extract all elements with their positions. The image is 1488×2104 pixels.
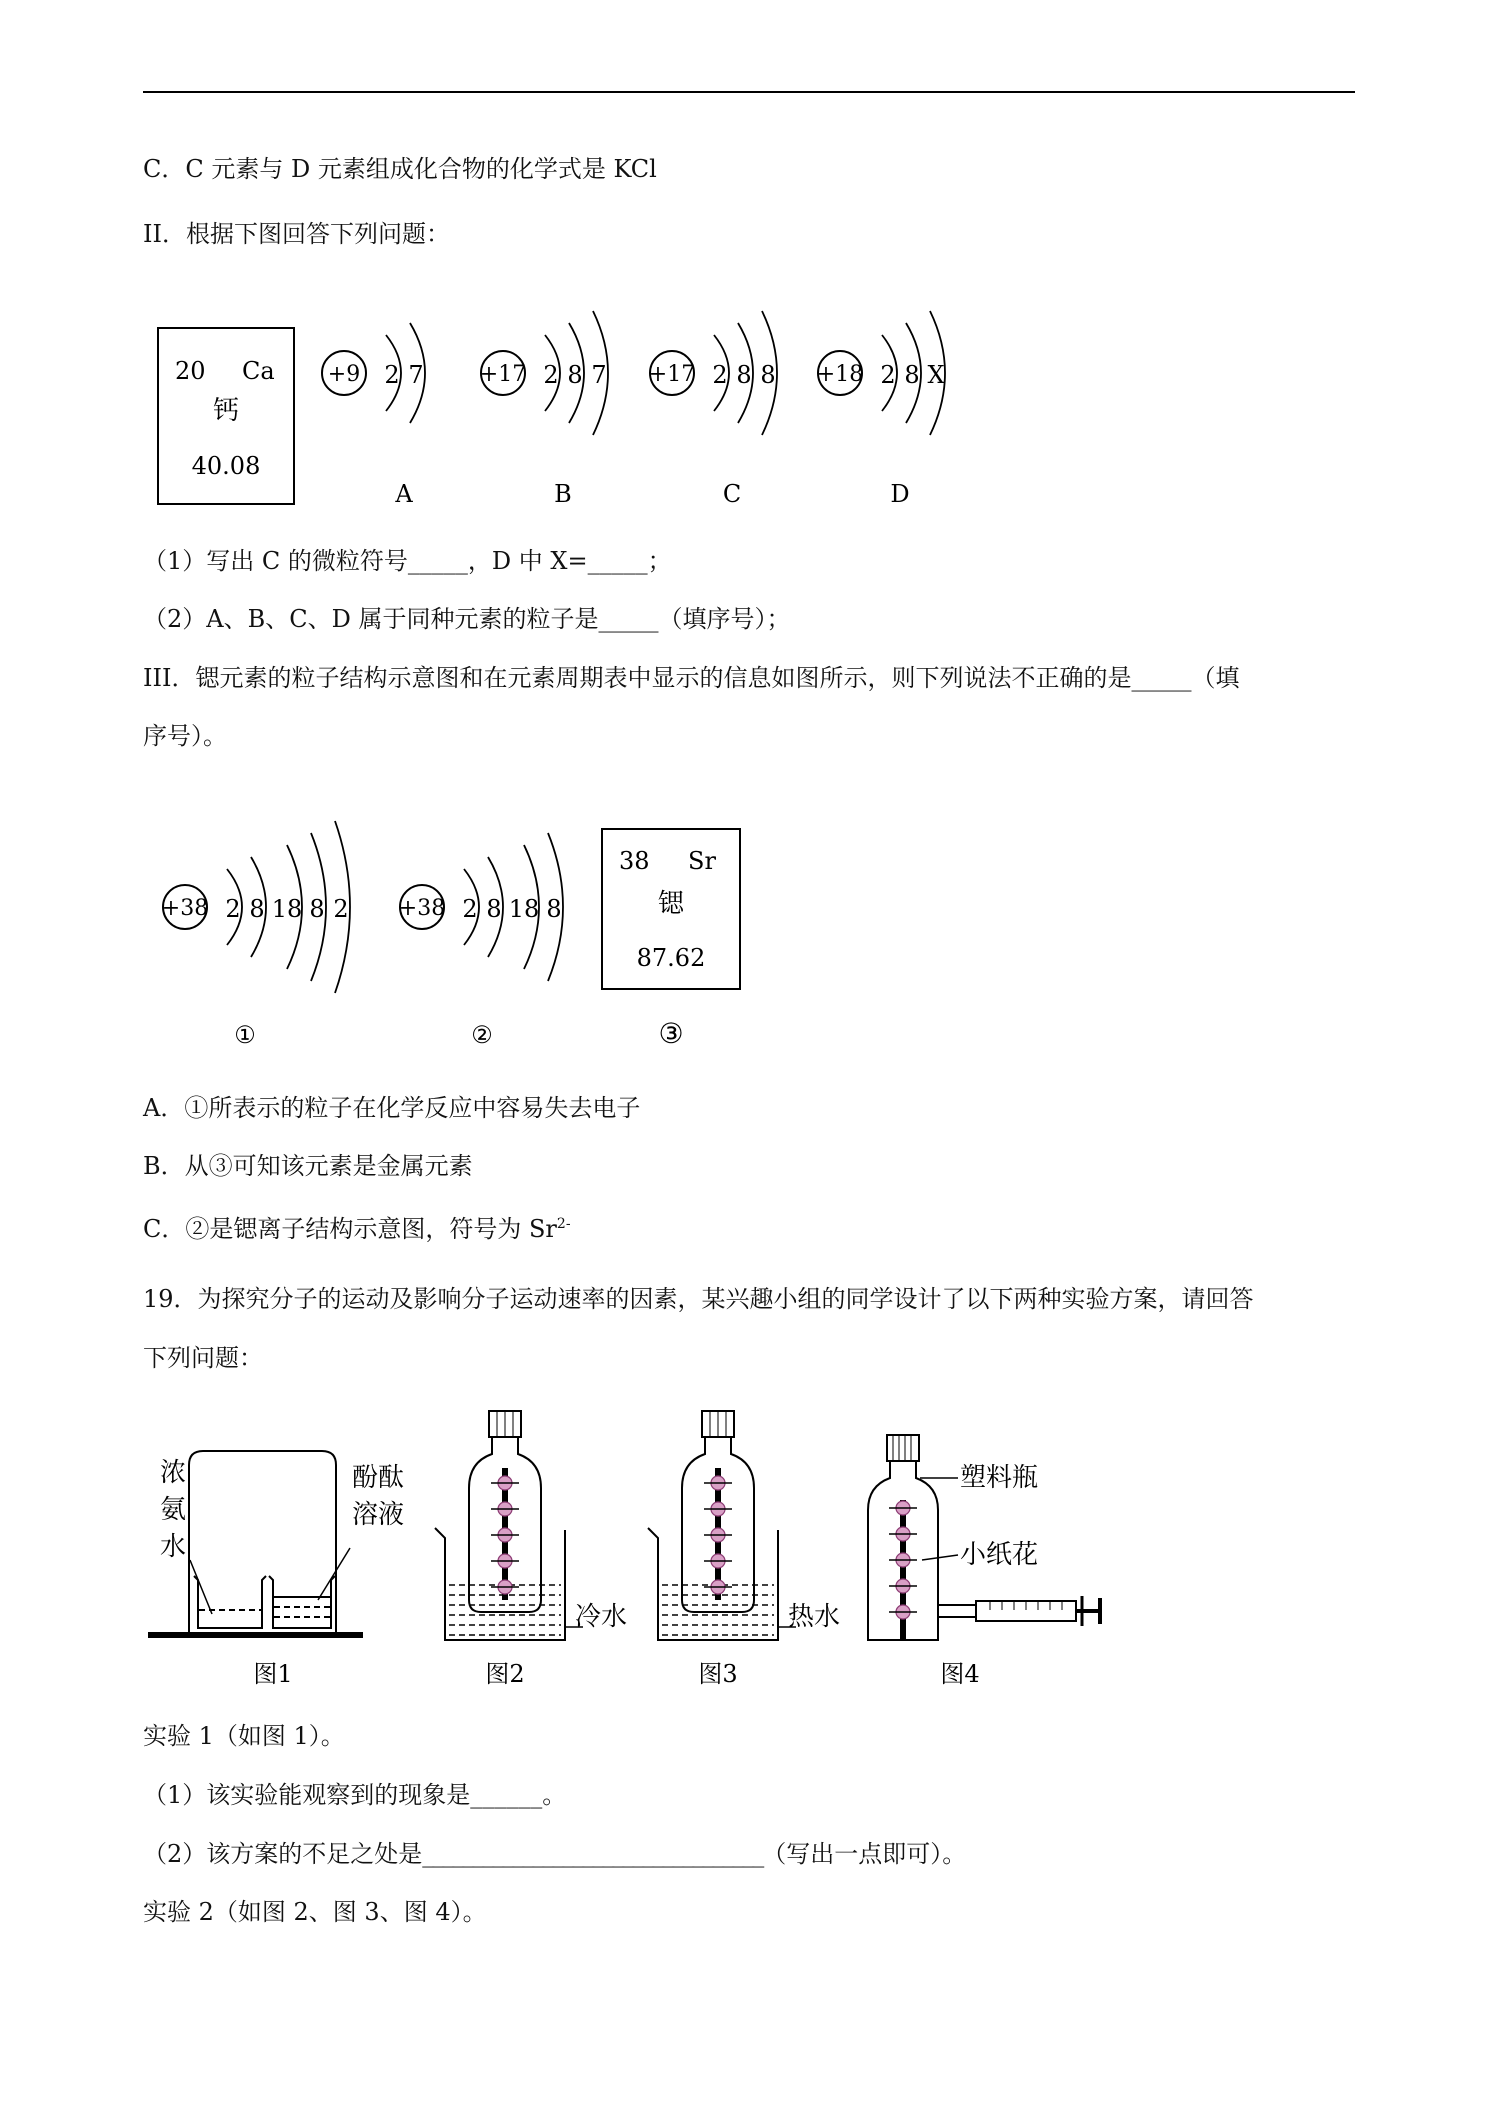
- question-1: （1）写出 C 的微粒符号_____，D 中 X=_____；: [143, 547, 672, 575]
- ammonia-char-2: 氨: [160, 1495, 187, 1525]
- nucleus-charge: +17: [648, 362, 696, 387]
- caption-fig4: 图4: [940, 1660, 980, 1688]
- electron-count: 8: [760, 361, 776, 389]
- nucleus-charge: +9: [327, 362, 361, 387]
- electron-count: 8: [546, 895, 562, 923]
- electron-count: 7: [408, 361, 424, 389]
- ammonia-char-3: 水: [160, 1532, 187, 1562]
- figure-captions: [253, 1660, 979, 1688]
- sr-atomic-number: 38: [619, 847, 650, 875]
- diagram-label: C: [722, 480, 742, 508]
- experiment-2-heading: 实验 2（如图 2、图 3、图 4）。: [143, 1898, 487, 1926]
- fig4-labels: [575, 1463, 1038, 1632]
- electron-count: 8: [567, 361, 583, 389]
- e1q2-blank: __________________________________: [422, 1840, 763, 1868]
- fig1-labels: [160, 1458, 404, 1562]
- option-c-kcl: C．C 元素与 D 元素组成化合物的化学式是 KCl: [143, 155, 657, 183]
- caption-fig3: 图3: [698, 1660, 738, 1688]
- diagram-label: D: [890, 480, 910, 508]
- question-iii-line1: III．锶元素的粒子结构示意图和在元素周期表中显示的信息如图所示，则下列说法不正确的是_____（填: [143, 664, 1240, 692]
- sr-name: 锶: [657, 889, 685, 919]
- nucleus-charge: +17: [479, 362, 527, 387]
- question-19-line1: 19．为探究分子的运动及影响分子运动速率的因素，某兴趣小组的同学设计了以下两种实验方案，请回答: [143, 1285, 1254, 1313]
- e1q2-note: （写出一点即可）。: [762, 1840, 967, 1868]
- diagram-label: ①: [234, 1021, 256, 1049]
- electron-count: 2: [712, 361, 728, 389]
- electron-count: 2: [462, 895, 478, 923]
- electron-count: 18: [271, 895, 303, 923]
- option-c-charge: 2-: [556, 1216, 571, 1232]
- phenolphthalein-label-1: 酚酞: [352, 1463, 405, 1493]
- paper-flower-label: 小纸花: [960, 1540, 1039, 1570]
- e1q2-text: （2）该方案的不足之处是: [143, 1840, 423, 1868]
- question-iii-line2: 序号）。: [143, 722, 227, 750]
- electron-count: 8: [249, 895, 265, 923]
- sr-card-label: ③: [658, 1017, 684, 1050]
- ammonia-char-1: 浓: [160, 1458, 187, 1488]
- electron-count: 18: [508, 895, 540, 923]
- ca-atomic-mass: 40.08: [191, 452, 261, 480]
- section-ii-heading: II．根据下图回答下列问题：: [143, 220, 450, 248]
- option-a: A．①所表示的粒子在化学反应中容易失去电子: [143, 1094, 641, 1122]
- electron-count: 2: [880, 361, 896, 389]
- question-19-line2: 下列问题：: [143, 1344, 263, 1372]
- ca-atomic-number: 20: [175, 357, 206, 385]
- plastic-bottle-label: 塑料瓶: [960, 1463, 1039, 1493]
- ca-symbol: Ca: [242, 357, 275, 385]
- diagram-label: B: [554, 480, 572, 508]
- experiment-1-heading: 实验 1（如图 1）。: [143, 1722, 345, 1750]
- electron-count: 7: [591, 361, 607, 389]
- nucleus-charge: +38: [161, 896, 209, 921]
- electron-count: 2: [543, 361, 559, 389]
- nucleus-charge: +18: [816, 362, 864, 387]
- fig3-hot-water-setup: [648, 1411, 796, 1640]
- electron-count: 8: [309, 895, 325, 923]
- diagram-label: A: [395, 480, 413, 508]
- nucleus-charge: +38: [398, 896, 446, 921]
- hot-water-label: 热水: [788, 1602, 841, 1632]
- electron-count: 8: [736, 361, 752, 389]
- electron-count: 2: [333, 895, 349, 923]
- experiment-1-question-2: [143, 1838, 966, 1870]
- electron-count: 8: [904, 361, 920, 389]
- sr-atomic-mass: 87.62: [636, 944, 706, 972]
- cold-water-label: 冷水: [575, 1602, 628, 1632]
- sr-symbol: Sr: [688, 847, 716, 875]
- electron-count: 2: [384, 361, 400, 389]
- experiment-1-question-1: （1）该实验能观察到的现象是______。: [143, 1781, 567, 1809]
- electron-count: X: [927, 361, 945, 389]
- caption-fig1: 图1: [253, 1660, 293, 1688]
- question-2: （2）A、B、C、D 属于同种元素的粒子是_____（填序号）；: [143, 605, 791, 633]
- caption-fig2: 图2: [485, 1660, 525, 1688]
- fig2-cold-water-setup: [435, 1411, 583, 1640]
- diagram-label: ②: [471, 1021, 493, 1049]
- ca-name: 钙: [212, 396, 240, 426]
- electron-count: 2: [225, 895, 241, 923]
- option-c-text: C．②是锶离子结构示意图，符号为 Sr: [143, 1215, 557, 1243]
- electron-count: 8: [486, 895, 502, 923]
- option-b: B．从③可知该元素是金属元素: [143, 1152, 473, 1180]
- phenolphthalein-label-2: 溶液: [352, 1500, 405, 1530]
